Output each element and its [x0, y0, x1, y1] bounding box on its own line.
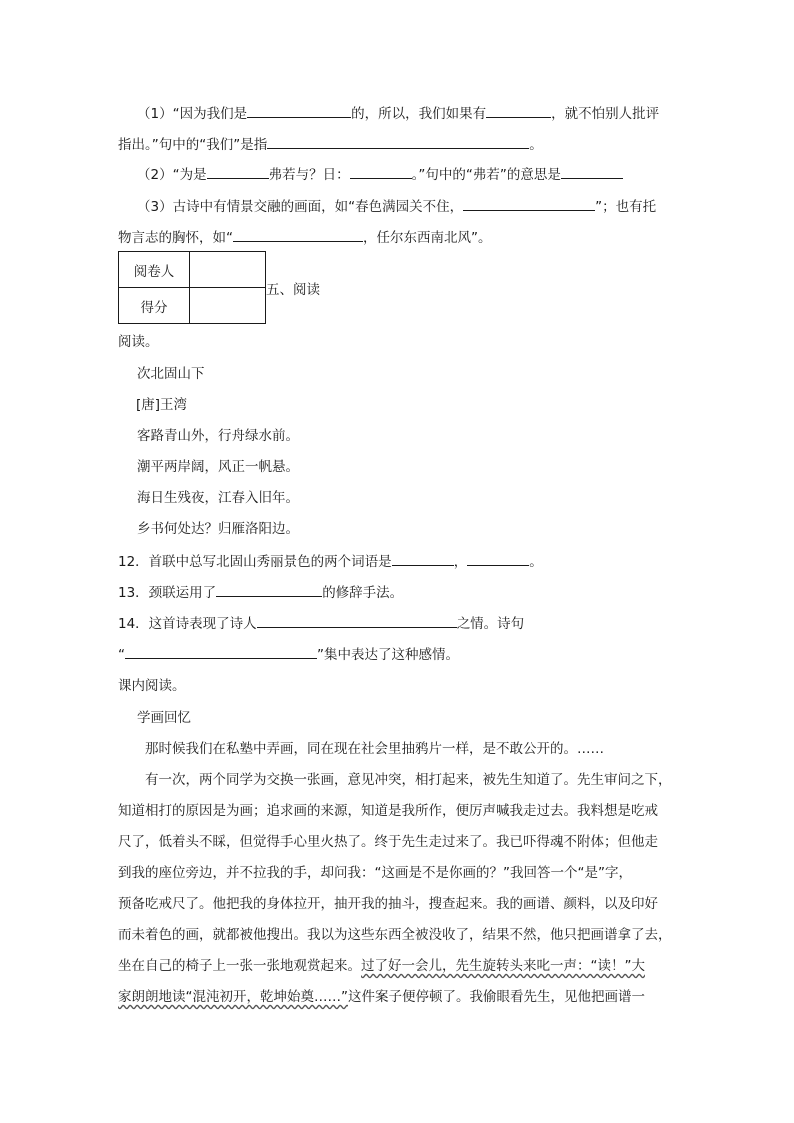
answer-blank[interactable]: [392, 551, 454, 566]
question-3: [137, 196, 656, 217]
answer-blank[interactable]: [486, 103, 551, 118]
wavy-underlined-text: 过了好一会儿，先生旋转头来叱一声：“读！”大: [361, 958, 645, 974]
score-table: [118, 251, 266, 324]
text: 的，所以，我们如果有: [351, 106, 487, 122]
text: ，: [453, 554, 468, 570]
text: 的修辞手法。: [322, 585, 404, 601]
paragraph: 那时候我们在私塾中弄画，同在现在社会里抽鸦片一样，是不敢公开的。……: [145, 741, 604, 757]
answer-blank[interactable]: [467, 551, 529, 566]
answer-blank[interactable]: [267, 134, 529, 149]
question-12: [118, 551, 543, 572]
question-1: [137, 103, 659, 124]
text: 13．颈联运用了: [118, 585, 217, 601]
answer-blank[interactable]: [125, 644, 317, 659]
text: “: [118, 647, 125, 663]
reading-title: 学画回忆: [137, 710, 191, 726]
question-2: [137, 164, 623, 185]
section-title: 五、阅读: [266, 282, 320, 298]
answer-blank[interactable]: [207, 164, 269, 179]
text: （1）“因为我们是: [137, 106, 248, 122]
answer-blank[interactable]: [257, 613, 457, 628]
text: 坐在自己的椅子上一张一张地观赏起来。: [118, 958, 361, 974]
text: ”集中表达了这种感情。: [317, 647, 459, 663]
text: 。: [529, 554, 543, 570]
paragraph-line: [118, 956, 645, 976]
poem-author: [唐]王湾: [136, 397, 188, 413]
text: （3）古诗中有情景交融的画面，如“春色满园关不住，: [137, 199, 464, 215]
text: 弗若与？日：: [268, 167, 350, 183]
text: 指出。”句中的“我们”是指: [118, 137, 268, 153]
answer-blank[interactable]: [247, 103, 351, 118]
poem-line: 潮平两岸阔，风正一帆悬。: [137, 459, 299, 475]
paragraph-line: 到我的座位旁边，并不拉我的手，却问我：“这画是不是你画的？”我回答一个“是”字，: [118, 865, 632, 881]
text: 12．首联中总写北固山秀丽景色的两个词语是: [118, 554, 392, 570]
text: 14．这首诗表现了诗人: [118, 616, 257, 632]
text: ，就不怕别人批评: [551, 106, 660, 122]
answer-blank[interactable]: [463, 196, 595, 211]
reviewer-label: 阅卷人: [119, 252, 190, 288]
question-13: [118, 582, 403, 603]
text: 这件案子便停顿了。我偷眼看先生，见他把画谱一: [348, 989, 645, 1005]
poem-line: 客路青山外，行舟绿水前。: [137, 428, 299, 444]
score-label: 得分: [119, 288, 190, 324]
text: 之情。诗句: [456, 616, 525, 632]
question-3-cont: [118, 227, 492, 248]
text: 。”句中的“弗若”的意思是: [411, 167, 561, 183]
paragraph-line: 有一次，两个同学为交换一张画，意见冲突，相打起来，被先生知道了。先生审问之下，: [145, 772, 672, 788]
text: （2）“为是: [137, 167, 207, 183]
question-14: [118, 613, 524, 634]
answer-blank[interactable]: [233, 227, 363, 242]
answer-blank[interactable]: [561, 164, 623, 179]
poem-title: 次北固山下: [137, 366, 205, 382]
text: 。: [529, 137, 543, 153]
text: ”；也有托: [595, 199, 657, 215]
paragraph-line: 尺了，低着头不睬，但觉得手心里火热了。终于先生走过来了。我已吓得魂不附体；但他走: [118, 834, 658, 850]
answer-blank[interactable]: [350, 164, 412, 179]
question-14-cont: [118, 644, 459, 665]
section-instruction: 阅读。: [118, 334, 159, 350]
question-1-cont: [118, 134, 543, 155]
score-cell[interactable]: [190, 288, 266, 324]
wavy-underlined-text: 家朗朗地读“混沌初开，乾坤始奠……”: [118, 989, 348, 1005]
paragraph-line: 而未着色的画，就都被他搜出。我以为这些东西全被没收了，结果不然，他只把画谱拿了去，: [118, 927, 672, 943]
answer-blank[interactable]: [216, 582, 322, 597]
paragraph-line: 知道相打的原因是为画；追求画的来源，知道是我所作，便厉声喊我走过去。我料想是吃戒: [118, 803, 658, 819]
reviewer-cell[interactable]: [190, 252, 266, 288]
text: ，任尔东西南北风”。: [363, 230, 492, 246]
poem-line: 乡书何处达？归雁洛阳边。: [137, 521, 299, 537]
poem-line: 海日生残夜，江春入旧年。: [137, 490, 299, 506]
reading-instruction: 课内阅读。: [118, 678, 186, 694]
paragraph-line: 预备吃戒尺了。他把我的身体拉开，抽开我的抽斗，搜查起来。我的画谱、颜料，以及印好: [118, 896, 658, 912]
paragraph-line: [118, 987, 645, 1007]
text: 物言志的胸怀，如“: [118, 230, 233, 246]
